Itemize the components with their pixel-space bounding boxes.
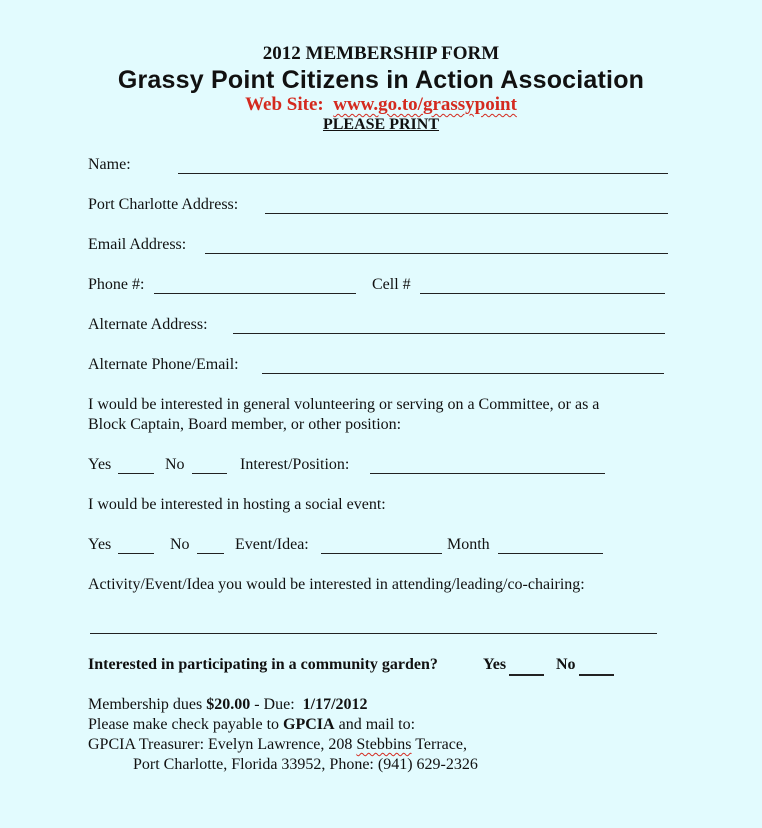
garden-no-label: No (556, 656, 576, 673)
name-field[interactable] (178, 173, 668, 174)
garden-question: Interested in participating in a community garden? (88, 656, 438, 673)
event-idea-field[interactable] (321, 553, 442, 554)
city-phone-line: Port Charlotte, Florida 33952, Phone: (941) 629-2326 (133, 756, 478, 773)
port-charlotte-address-label: Port Charlotte Address: (88, 196, 239, 213)
form-title: 2012 MEMBERSHIP FORM (262, 43, 500, 64)
due-date: 1/17/2012 (302, 696, 368, 713)
phone-field[interactable] (154, 293, 356, 294)
garden-yes-field[interactable] (509, 674, 544, 676)
social-no-field[interactable] (197, 553, 224, 554)
website-label: Web Site: (245, 94, 324, 115)
interest-position-label: Interest/Position: (240, 456, 350, 473)
due-label: - Due: (254, 696, 295, 713)
payee: GPCIA (283, 716, 335, 733)
treasurer-suffix: Terrace, (415, 736, 467, 753)
social-no-label: No (170, 536, 190, 553)
alternate-address-label: Alternate Address: (88, 316, 208, 333)
alternate-address-field[interactable] (233, 333, 665, 334)
alternate-phone-email-field[interactable] (262, 373, 664, 374)
dues-amount: $20.00 (206, 696, 251, 713)
membership-dues-label: Membership dues (88, 696, 203, 713)
garden-yes-label: Yes (483, 656, 507, 673)
volunteer-yes-field[interactable] (118, 473, 154, 474)
month-label: Month (447, 536, 490, 553)
name-label: Name: (88, 156, 131, 173)
event-idea-label: Event/Idea: (235, 536, 309, 553)
email-address-field[interactable] (205, 253, 668, 254)
alternate-phone-email-label: Alternate Phone/Email: (88, 356, 239, 373)
activity-text: Activity/Event/Idea you would be interested in attending/leading/co-chairing: (88, 576, 585, 593)
street-name: Stebbins (356, 736, 412, 753)
month-field[interactable] (498, 553, 603, 554)
check-text: Please make check payable to (88, 716, 280, 733)
cell-field[interactable] (420, 293, 665, 294)
website-line (0, 94, 762, 116)
mail-text: and mail to: (338, 716, 416, 733)
volunteer-no-field[interactable] (192, 473, 227, 474)
treasurer-line (88, 736, 467, 754)
website-link[interactable]: www.go.to/grassypoint (333, 94, 517, 115)
check-payable-line (88, 716, 415, 734)
volunteer-no-label: No (165, 456, 185, 473)
print-note: PLEASE PRINT (322, 116, 440, 133)
garden-no-field[interactable] (579, 674, 614, 676)
phone-label: Phone #: (88, 276, 145, 293)
port-charlotte-address-field[interactable] (265, 213, 668, 214)
cell-label: Cell # (372, 276, 411, 293)
interest-position-field[interactable] (370, 473, 605, 474)
volunteer-yes-label: Yes (88, 456, 112, 473)
social-yes-field[interactable] (118, 553, 154, 554)
treasurer-prefix: GPCIA Treasurer: Evelyn Lawrence, 208 (88, 736, 353, 753)
association-name: Grassy Point Citizens in Action Association (117, 66, 645, 94)
social-event-text: I would be interested in hosting a social event: (88, 496, 386, 513)
volunteer-text-line2: Block Captain, Board member, or other position: (88, 416, 402, 433)
social-yes-label: Yes (88, 536, 112, 553)
membership-dues-line (88, 696, 368, 714)
volunteer-text-line1: I would be interested in general volunteering or serving on a Committee, or as a (88, 396, 600, 413)
activity-field[interactable] (90, 633, 657, 634)
email-address-label: Email Address: (88, 236, 187, 253)
